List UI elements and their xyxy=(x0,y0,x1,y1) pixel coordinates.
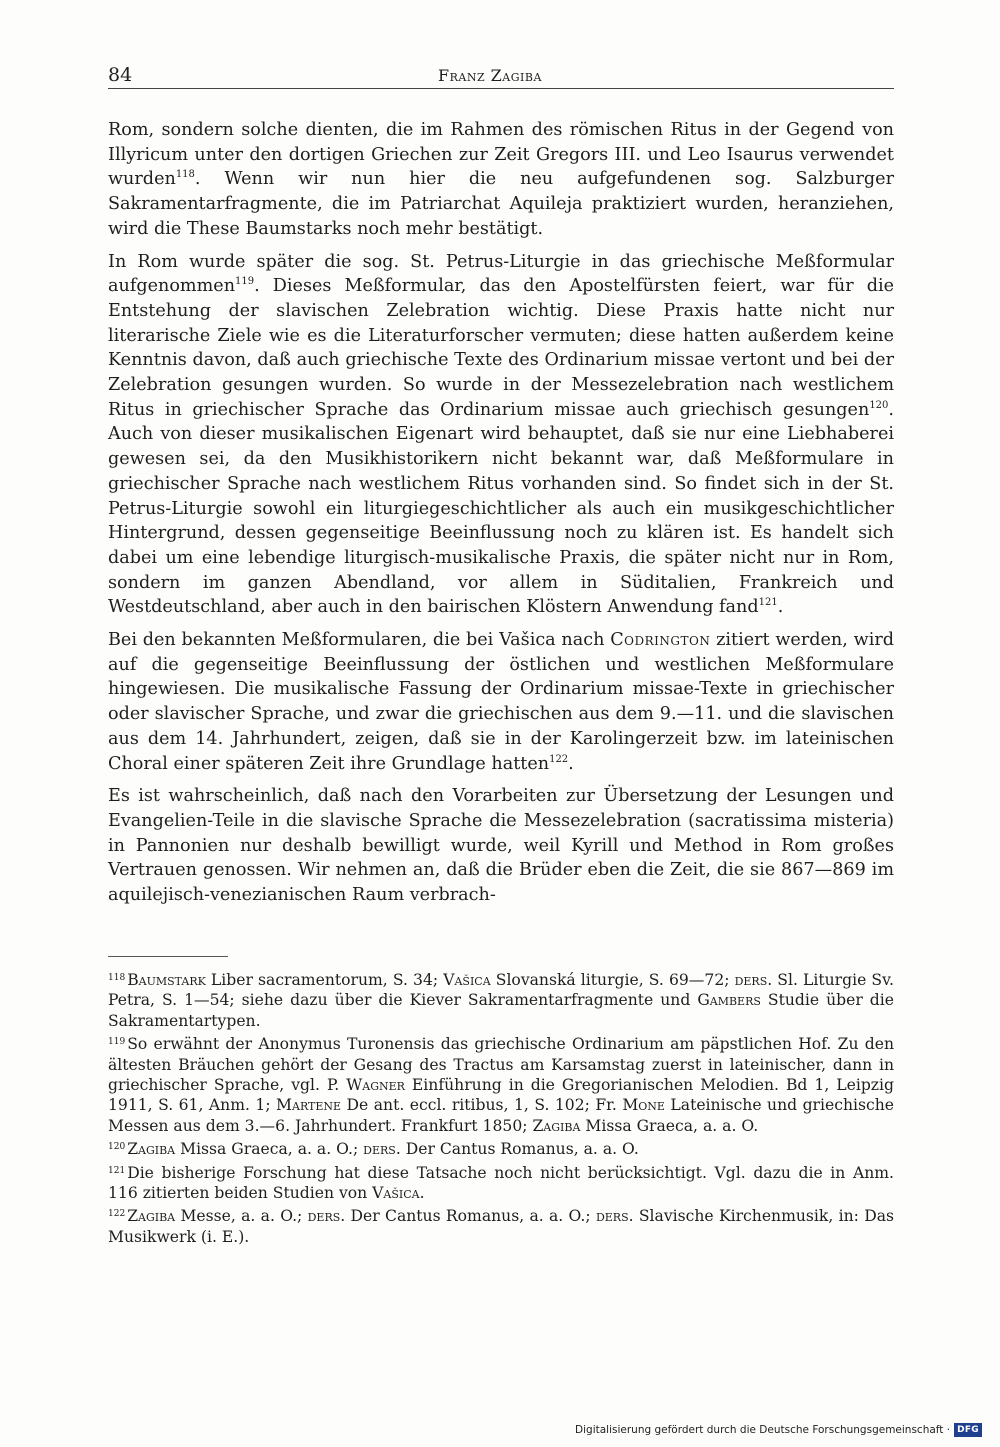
footnote-ref-119: 119 xyxy=(235,276,255,288)
footnote-118 xyxy=(108,970,894,1031)
paragraph-3 xyxy=(108,628,894,776)
footnote-author: Baumstark xyxy=(127,971,206,989)
author-codrington: Codrington xyxy=(610,630,711,651)
footnote-author: Mone xyxy=(622,1096,665,1115)
paragraph-1 xyxy=(108,118,894,242)
footnote-author: Gambers xyxy=(697,991,761,1010)
footnote-number: 122 xyxy=(108,1209,126,1220)
footnote-rule xyxy=(108,956,228,957)
footnote-author: Wagner xyxy=(346,1076,405,1095)
dfg-logo: DFG xyxy=(954,1423,982,1437)
footnote-ref-118: 118 xyxy=(175,169,195,181)
footnote-ref-122: 122 xyxy=(549,753,569,765)
footnote-text: Sl. Liturgie Sv. Petra, S. 1—54; siehe dazu über die Kiever Sakramentarfragmente und xyxy=(108,971,894,1010)
footnote-text: Missa Graeca, a. a. O. xyxy=(580,1116,759,1135)
page-header xyxy=(108,64,894,90)
footnote-text: Slavische Kirchenmusik, in: Das Musikwerk (i. E.). xyxy=(108,1207,894,1246)
header-rule xyxy=(108,88,894,89)
footnote-text: Der Cantus Romanus, a. a. O. xyxy=(400,1140,639,1159)
paragraph-3-text-b: zitiert werden, wird auf die gegenseitige Beeinflussung der östlichen und westlichen Meßformulare hingewiesen. Die musikalische Fassung der Ordinarium missae-Texte in griechischer oder slavischer Sprache, und zwar die griechischen aus dem 9.—11. und die slavischen aus dem 14. Jahrhundert, zeigen, daß sie in der Karolingerzeit bzw. im lateinischen Choral einer späteren Zeit ihre Grundlage hatten xyxy=(108,630,894,774)
footnote-author: Vašica xyxy=(372,1184,420,1203)
paragraph-1-end: . Wenn wir nun hier die neu aufgefundenen sog. Salzburger Sakramentarfragmente, die im Patriarchat Aquileja praktiziert wurden, heranziehen, wird die These Baumstarks noch mehr bestätigt. xyxy=(108,169,894,239)
footnote-120 xyxy=(108,1139,894,1159)
footnote-text: Studie über die Sakramentartypen. xyxy=(108,991,894,1030)
paragraph-4 xyxy=(108,784,894,908)
footnote-text: Liber sacramentorum, S. 34; xyxy=(205,971,444,989)
footnote-text: Slovanská liturgie, S. 69—72; xyxy=(490,971,735,989)
paragraph-2-text-a: In Rom wurde später die sog. St. Petrus-Liturgie in das griechische Meßformular aufgenommen xyxy=(108,251,894,297)
paragraph-3-end: . xyxy=(568,753,574,774)
footnote-122 xyxy=(108,1206,894,1247)
footnote-author: ders. xyxy=(307,1207,346,1226)
footnote-number: 120 xyxy=(108,1142,126,1153)
footnote-number: 119 xyxy=(108,1037,126,1048)
footnote-author: Martene xyxy=(276,1096,342,1115)
page-number: 84 xyxy=(108,64,133,86)
credit-text: Digitalisierung gefördert durch die Deutsche Forschungsgemeinschaft · xyxy=(575,1424,951,1436)
footnote-author: ders. xyxy=(734,971,773,989)
paragraph-4-text: Es ist wahrscheinlich, daß nach den Vorarbeiten zur Übersetzung der Lesungen und Evangelien-Teile in die slavische Sprache die Messezelebration (sacratissima misteria) in Pannonien nur deshalb bewilligt wurde, weil Kyrill und Method in Rom großes Vertrauen genossen. Wir nehmen an, daß die Brüder eben die Zeit, die sie 867—869 im aquilejisch-venezianischen Raum verbrach- xyxy=(108,786,894,906)
footnote-author: ders. xyxy=(595,1207,634,1226)
footnote-text: Messe, a. a. O.; xyxy=(175,1207,308,1226)
footnote-text: De ant. eccl. ritibus, 1, S. 102; Fr. xyxy=(341,1096,623,1115)
footnote-number: 121 xyxy=(108,1165,126,1176)
footnote-author: ders. xyxy=(363,1140,401,1159)
paragraph-3-text-a: Bei den bekannten Meßformularen, die bei Vašica nach xyxy=(108,630,611,651)
footnote-ref-121: 121 xyxy=(758,597,778,609)
paragraph-2-text-b: . Dieses Meßformular, das den Apostelfürsten feiert, war für die Entstehung der slavischen Zelebration wichtig. Diese Praxis hatte nicht nur literarische Ziele wie es die Literaturforscher vermuten; diese hatten außerdem keine Kenntnis davon, daß auch griechische Texte des Ordinarium missae vertont und bei der Zelebration gesungen wurden. So wurde in der Messezelebration nach westlichem Ritus in griechischer Sprache das Ordinarium missae auch griechisch gesungen xyxy=(108,276,894,420)
main-text xyxy=(108,118,894,916)
paragraph-2-text-c: . Auch von dieser musikalischen Eigenart wird behauptet, daß sie nur eine Liebhaberei gewesen sei, da den Musikhistorikern nicht bekannt war, daß Meßformulare in griechischer Sprache nach westlichem Ritus vorhanden sind. So findet sich in der St. Petrus-Liturgie sowohl ein liturgiegeschichtlicher als auch ein musikgeschichtlicher Hintergrund, dessen gegenseitige Beeinflussung noch zu klären ist. Es handelt sich dabei um eine lebendige liturgisch-musikalische Praxis, die später nicht nur in Rom, sondern im ganzen Abendland, vor allem in Süditalien, Frankreich und Westdeutschland, aber auch in den bairischen Klöstern Anwendung fand xyxy=(108,399,894,618)
footnote-text: Lateinische und griechische Messen aus dem 3.—6. Jahrhundert. Frankfurt 1850; xyxy=(108,1096,894,1135)
footnote-text: So erwähnt der Anonymus Turonensis das griechische Ordinarium am päpstlichen Hof. Zu den ältesten Bräuchen gehört der Gesang des Tractus am Karsamstag zuerst in lateinischer, dann in griechischer Sprache, vgl. P. xyxy=(108,1035,894,1095)
footnote-text: . xyxy=(419,1184,425,1203)
footnote-text: Der Cantus Romanus, a. a. O.; xyxy=(345,1207,596,1226)
footnote-ref-120: 120 xyxy=(869,399,889,411)
footnote-text: Die bisherige Forschung hat diese Tatsache noch nicht berücksichtigt. Vgl. dazu die in Anm. 116 zitierten beiden Studien von xyxy=(108,1163,894,1203)
running-title: Franz Zagiba xyxy=(438,66,542,85)
paragraph-2 xyxy=(108,250,894,621)
digitization-credit xyxy=(575,1421,982,1439)
footnote-text: Missa Graeca, a. a. O.; xyxy=(175,1140,364,1159)
paragraph-2-end: . xyxy=(777,597,784,618)
footnote-text: Einführung in die Gregorianischen Melodien. Bd 1, Leipzig 1911, S. 61, Anm. 1; xyxy=(108,1076,894,1115)
footnote-author: Vašica xyxy=(443,971,491,989)
footnote-121 xyxy=(108,1163,894,1204)
paragraph-1-text: Rom, sondern solche dienten, die im Rahmen des römischen Ritus in der Gegend von Illyricum unter den dortigen Griechen zur Zeit Gregors III. und Leo Isaurus verwendet wurden xyxy=(108,120,894,190)
footnote-119 xyxy=(108,1034,894,1136)
footnotes xyxy=(108,970,894,1250)
footnote-number: 118 xyxy=(108,973,126,983)
footnote-author: Zagiba xyxy=(532,1116,581,1135)
footnote-author: Zagiba xyxy=(127,1140,176,1159)
footnote-author: Zagiba xyxy=(127,1207,176,1226)
